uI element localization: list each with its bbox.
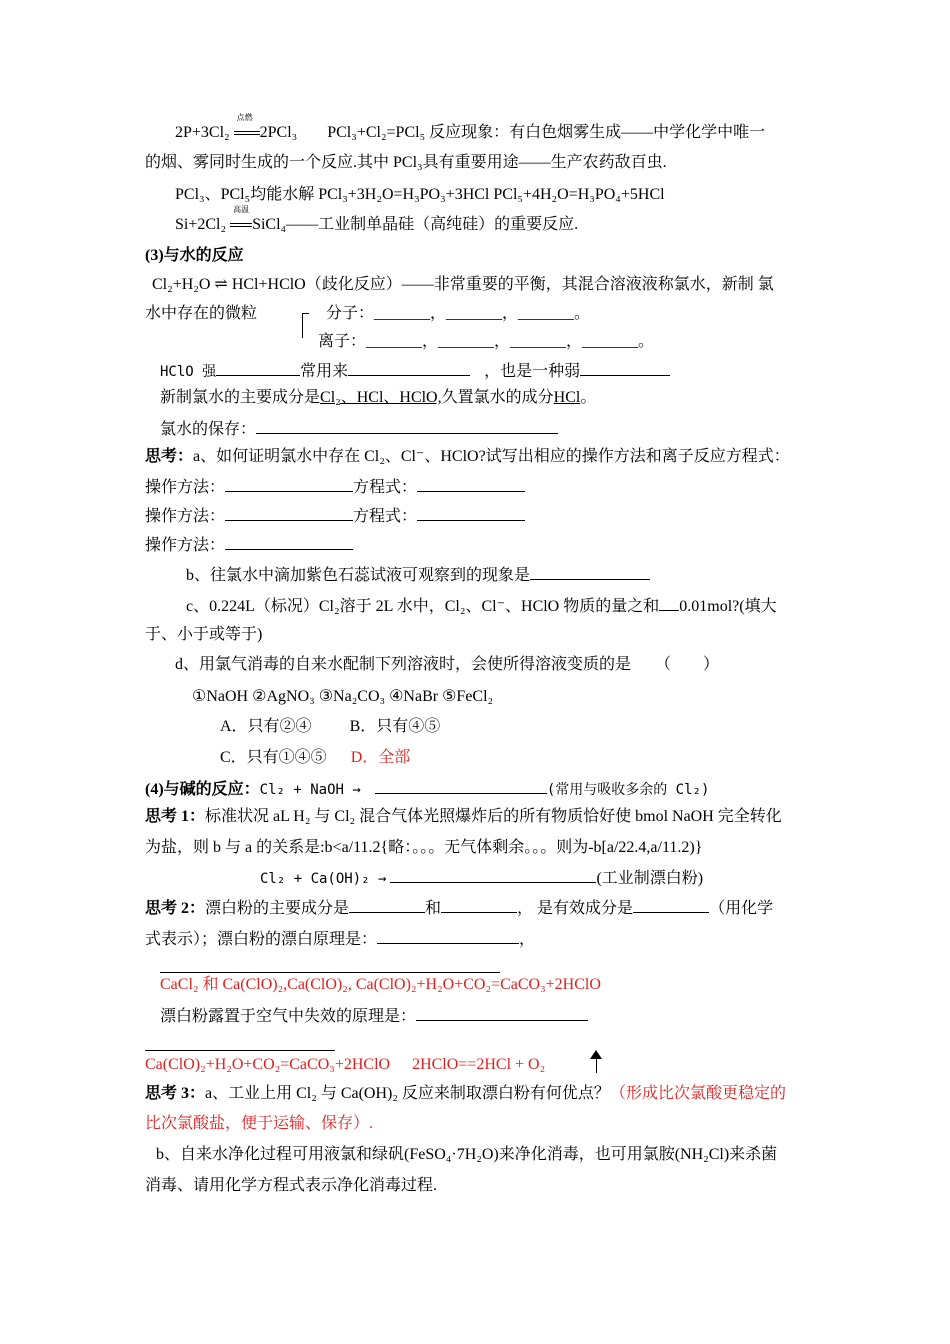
equilibrium-line: Cl₂+H₂O ⇌ HCl+HClO（歧化反应）——非常重要的平衡，其混合溶液液称氯水，新制 氯 xyxy=(152,276,774,293)
bleach-failure-line xyxy=(160,1005,588,1027)
text-span: 常用来 xyxy=(300,363,349,380)
think-label: 思考 2： xyxy=(145,900,206,917)
question-text: a、如何证明氯水中存在 Cl₂、Cl⁻、HClO?试写出相应的操作方法和离子反应方程式： xyxy=(193,448,790,465)
answer-blank[interactable] xyxy=(416,1005,588,1021)
think-label: 思考 3： xyxy=(145,1085,206,1102)
line-sicl4-reaction xyxy=(175,205,579,235)
text-span: 和 xyxy=(425,900,442,917)
answer-blank[interactable] xyxy=(580,360,670,376)
answer-blank[interactable] xyxy=(377,928,519,944)
think-label: 思考： xyxy=(145,448,194,465)
answer-text-red xyxy=(145,1055,545,1075)
bleach-principle-line xyxy=(145,928,535,950)
text-span: （用化学 xyxy=(709,900,774,917)
section-alkali-line xyxy=(145,778,709,800)
condition-ignite xyxy=(234,113,260,143)
answer-blank[interactable] xyxy=(530,564,650,580)
answer-blank[interactable] xyxy=(441,897,517,913)
answer-blank[interactable] xyxy=(216,360,300,376)
condition-label: 点燃 xyxy=(236,113,253,122)
answer-blank[interactable] xyxy=(417,476,525,492)
hydrolysis-line: PCl₃、PCl₅均能水解 PCl₃+3H₂O=H₃PO₃+3HCl PCl₅+4H₂O=H₃PO₄+5HCl xyxy=(175,186,665,203)
operation-label: 操作方法： xyxy=(145,479,226,496)
text-line: 于、小于或等于) xyxy=(145,626,263,643)
options-list: ①NaOH ②AgNO₃ ③Na₂CO₃ ④NaBr ⑤FeCl₂ xyxy=(192,688,494,705)
section-heading-alkali: (4)与碱的反应： xyxy=(145,781,260,798)
question-text: 漂白粉的主要成分是 xyxy=(205,900,350,917)
text-span: ，也是一种弱 xyxy=(484,363,581,380)
equation-label: 方程式： xyxy=(353,479,418,496)
section-heading-water: (3)与水的反应 xyxy=(145,247,244,264)
question-c xyxy=(186,595,777,617)
underlined-text: HCl xyxy=(553,389,581,406)
hclo-label: HClO 强 xyxy=(160,364,217,380)
bleach-reaction-line xyxy=(260,867,703,889)
ions-blank: 离子：_______，_______，_______，_______。 xyxy=(318,333,655,350)
reactants-text: Si+2Cl₂ xyxy=(175,216,227,233)
answer-text-red: （形成比次氯酸更稳定的 xyxy=(609,1085,786,1102)
operation-label: 操作方法： xyxy=(145,508,226,525)
text-span: 新制氯水的主要成分是 xyxy=(160,389,321,406)
choice-a[interactable]: A．只有②④ xyxy=(220,718,312,735)
note-text: (常用与吸收多余的 Cl₂) xyxy=(546,782,710,798)
choice-d-answer[interactable]: D．全部 xyxy=(350,749,411,766)
choices-row xyxy=(220,717,440,737)
answer-blank[interactable] xyxy=(256,418,558,434)
answer-blank[interactable] xyxy=(417,505,525,521)
think-2-line xyxy=(145,897,773,919)
condition-heat xyxy=(230,205,252,235)
answer-blank[interactable] xyxy=(375,778,547,794)
think-3-line xyxy=(145,1084,786,1104)
text-span: 氯水的保存： xyxy=(160,421,257,438)
question-d: d、用氯气消毒的自来水配制下列溶液时，会使所得溶液变质的是 （ ） xyxy=(175,656,720,673)
chlorine-water-components xyxy=(160,388,596,408)
answer-equation: Ca(ClO)₂+H₂O+CO₂=CaCO₃+2HClO xyxy=(145,1056,391,1073)
operation-row xyxy=(145,505,525,527)
hclo-line xyxy=(160,360,670,382)
molecules-blank: 分子：_______，_______，_______。 xyxy=(326,305,591,322)
text-span: ， 是有效成分是 xyxy=(517,900,634,917)
answer-blank[interactable] xyxy=(390,867,596,883)
choice-c[interactable]: C．只有①④⑤ xyxy=(220,749,327,766)
equal-sign xyxy=(234,131,260,135)
think-label: 思考 1： xyxy=(145,808,206,825)
operation-row xyxy=(145,476,525,498)
question-text: b、往氯水中滴加紫色石蕊试液可观察到的现象是 xyxy=(186,567,531,584)
text-span: 久置氯水的成分 xyxy=(441,389,554,406)
underlined-text: Cl₂、HCl、HClO, xyxy=(320,389,442,406)
text-line: 为盐，则 b 与 a 的关系是:b<a/11.2{略：。。。无气体剩余。。。则为-b[a/22.4,a/11.2)} xyxy=(145,839,703,856)
reaction-text: Cl₂ + NaOH → xyxy=(259,782,361,798)
answer-rule xyxy=(145,1050,335,1051)
answer-blank[interactable] xyxy=(633,897,709,913)
gas-arrow-head-icon xyxy=(590,1050,602,1059)
storage-line xyxy=(160,418,558,440)
condition-label: 高温 xyxy=(233,205,250,214)
product-text: SiCl₄——工业制单晶硅（高纯硅）的重要反应. xyxy=(252,216,579,233)
reactants-text: 2P+3Cl₂ xyxy=(175,124,230,141)
line-pcl3-reaction xyxy=(175,113,766,143)
note-text: (工业制漂白粉) xyxy=(596,870,704,887)
answer-text-red: CaCl₂ 和 Ca(ClO)₂,Ca(ClO)₂, Ca(ClO)₂+H₂O+CO₂=CaCO₃+2HClO xyxy=(160,976,601,993)
answer-blank[interactable] xyxy=(225,505,353,521)
text-span: ， xyxy=(519,931,536,948)
question-text: a、工业上用 Cl₂ 与 Ca(OH)₂ 反应来制取漂白粉有何优点？ xyxy=(205,1085,610,1102)
equal-sign xyxy=(230,223,252,227)
question-text: b、自来水净化过程可用液氯和绿矾(FeSO₄·7H₂O)来净化消毒，也可用氯胺(NH₂Cl)来杀菌 xyxy=(156,1146,778,1163)
question-b xyxy=(186,564,650,586)
think-line xyxy=(145,447,790,467)
answer-equation: 2HClO==2HCl + O₂ xyxy=(412,1056,546,1073)
operation-label: 操作方法： xyxy=(145,537,226,554)
question-text: c、0.224L（标况）Cl₂溶于 2L 水中，Cl₂、Cl⁻、HClO 物质的量之和 xyxy=(186,598,660,615)
operation-row xyxy=(145,534,353,556)
question-text: 式表示）；漂白粉的漂白原理是： xyxy=(145,931,378,948)
answer-blank[interactable] xyxy=(659,595,679,611)
question-text: 漂白粉露置于空气中失效的原理是： xyxy=(160,1008,417,1025)
brace-mark xyxy=(302,313,309,338)
equation-label: 方程式： xyxy=(353,508,418,525)
answer-blank[interactable] xyxy=(348,360,470,376)
question-text: 标准状况 aL H₂ 与 Cl₂ 混合气体光照爆炸后的所有物质恰好使 bmol NaOH 完全转化 xyxy=(205,808,782,825)
product-text: 2PCl₃ xyxy=(259,124,298,141)
text-line: 的烟、雾同时生成的一个反应.其中 PCl₃具有重要用途——生产农药敌百虫. xyxy=(145,154,667,171)
answer-text-red: 比次氯酸盐，便于运输、保存）. xyxy=(145,1115,374,1132)
answer-blank[interactable] xyxy=(225,534,353,550)
choices-row xyxy=(220,748,410,768)
answer-blank[interactable] xyxy=(349,897,425,913)
answer-rule xyxy=(160,972,500,973)
text-span: 。 xyxy=(580,389,597,406)
reaction-phenomenon: PCl₃+Cl₂=PCl₅ 反应现象：有白色烟雾生成——中学化学中唯一 xyxy=(327,124,766,141)
reaction-text: Cl₂ + Ca(OH)₂ → xyxy=(260,871,387,887)
answer-blank[interactable] xyxy=(225,476,353,492)
choice-b[interactable]: B．只有④⑤ xyxy=(349,718,441,735)
text-line: 水中存在的微粒 xyxy=(145,305,258,322)
question-text: 0.01mol?(填大 xyxy=(679,598,777,615)
think-1-line xyxy=(145,807,782,827)
question-text: 消毒、请用化学方程式表示净化消毒过程. xyxy=(145,1177,438,1194)
